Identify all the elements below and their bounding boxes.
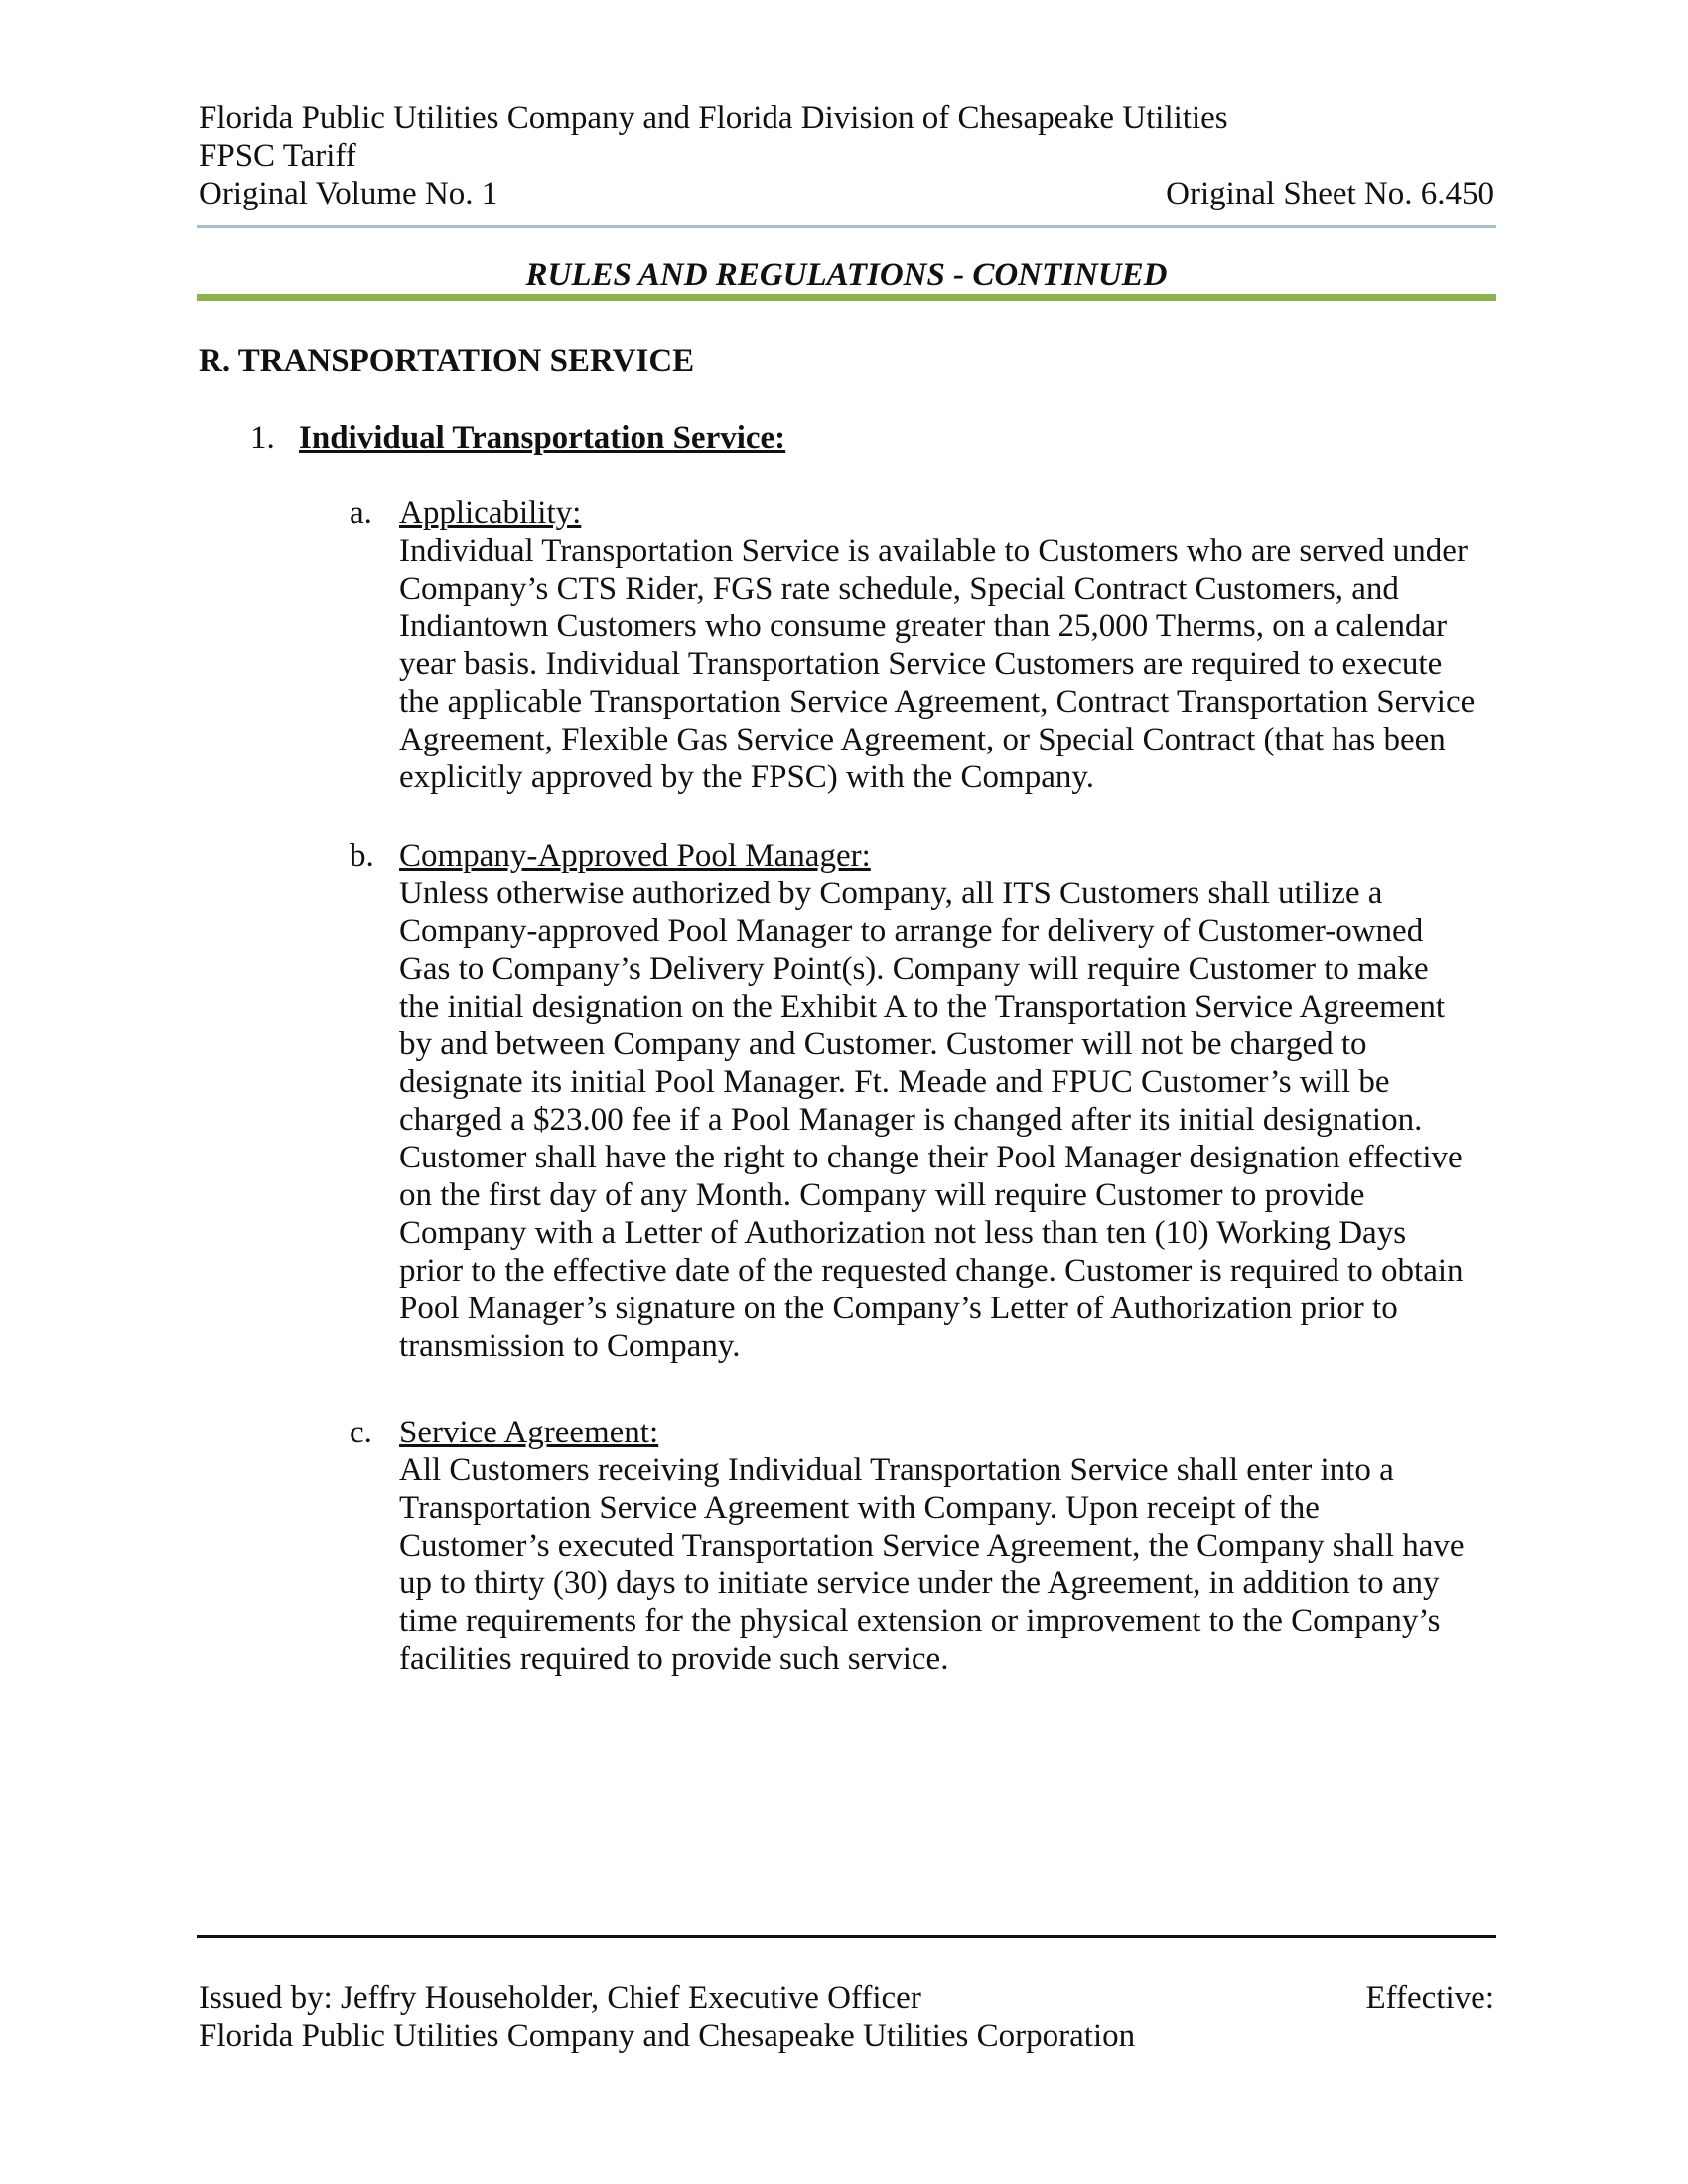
- item-line: charged a $23.00 fee if a Pool Manager is changed after its initial designation.: [399, 1102, 1423, 1138]
- section-heading: R. TRANSPORTATION SERVICE: [199, 343, 695, 379]
- item-line: year basis. Individual Transportation Service Customers are required to execute: [399, 646, 1443, 682]
- header-sheet-number: Original Sheet No. 6.450: [1166, 176, 1494, 211]
- item-line: designate its initial Pool Manager. Ft. Meade and FPUC Customer’s will be: [399, 1064, 1390, 1100]
- subsection-title: Individual Transportation Service:: [299, 420, 786, 456]
- item-line: Unless otherwise authorized by Company, all ITS Customers shall utilize a: [399, 876, 1383, 911]
- footer-divider: [197, 1935, 1496, 1938]
- footer-issued-row: [199, 1979, 1494, 2017]
- header-volume-row: [199, 175, 1494, 212]
- item-line: the initial designation on the Exhibit A to the Transportation Service Agreement: [399, 989, 1446, 1024]
- footer-company: Florida Public Utilities Company and Chesapeake Utilities Corporation: [199, 2018, 1136, 2054]
- item-line: Company’s CTS Rider, FGS rate schedule, Special Contract Customers, and: [399, 571, 1399, 607]
- item-line: Transportation Service Agreement with Company. Upon receipt of the: [399, 1490, 1320, 1526]
- item-body: [399, 837, 1501, 1365]
- item-letter: c.: [350, 1415, 372, 1450]
- item-line: Pool Manager’s signature on the Company’s Letter of Authorization prior to: [399, 1291, 1398, 1326]
- section-title: RULES AND REGULATIONS - CONTINUED: [525, 257, 1168, 293]
- item-line: Customer shall have the right to change their Pool Manager designation effective: [399, 1140, 1463, 1175]
- item-letter: a.: [350, 495, 372, 531]
- item-title: Company-Approved Pool Manager:: [399, 838, 871, 874]
- item-line: transmission to Company.: [399, 1328, 741, 1364]
- item-line: Indiantown Customers who consume greater than 25,000 Therms, on a calendar: [399, 609, 1448, 644]
- item-line: prior to the effective date of the requested change. Customer is required to obtain: [399, 1253, 1464, 1289]
- item-line: Agreement, Flexible Gas Service Agreement, or Special Contract (that has been: [399, 722, 1446, 757]
- item-letter: b.: [350, 838, 374, 874]
- item-line: Gas to Company’s Delivery Point(s). Company will require Customer to make: [399, 951, 1429, 987]
- item-line: Company-approved Pool Manager to arrange for delivery of Customer-owned: [399, 913, 1424, 949]
- subsection-number: 1.: [250, 420, 275, 456]
- item-line: Individual Transportation Service is available to Customers who are served under: [399, 533, 1468, 569]
- item-line: facilities required to provide such service.: [399, 1641, 949, 1677]
- header-divider: [197, 225, 1496, 228]
- item-line: Company with a Letter of Authorization not less than ten (10) Working Days: [399, 1215, 1407, 1251]
- item-line: Customer’s executed Transportation Service Agreement, the Company shall have: [399, 1528, 1465, 1564]
- header-company: Florida Public Utilities Company and Florida Division of Chesapeake Utilities: [199, 100, 1228, 136]
- item-line: the applicable Transportation Service Agreement, Contract Transportation Service: [399, 684, 1476, 720]
- item-line: up to thirty (30) days to initiate service under the Agreement, in addition to any: [399, 1566, 1440, 1601]
- footer-issued-by: Issued by: Jeffry Householder, Chief Executive Officer: [199, 1980, 921, 2016]
- item-body: [399, 1414, 1501, 1678]
- item-title: Service Agreement:: [399, 1415, 659, 1450]
- item-line: explicitly approved by the FPSC) with the Company.: [399, 759, 1094, 795]
- section-divider: [197, 294, 1496, 301]
- item-body: [399, 494, 1501, 796]
- footer-effective: Effective:: [1365, 1980, 1494, 2016]
- item-line: All Customers receiving Individual Transportation Service shall enter into a: [399, 1452, 1394, 1488]
- page-footer: [199, 1979, 1494, 2055]
- page-header: [199, 99, 1494, 212]
- item-line: by and between Company and Customer. Customer will not be charged to: [399, 1026, 1367, 1062]
- item-title: Applicability:: [399, 495, 582, 531]
- item-line: time requirements for the physical extension or improvement to the Company’s: [399, 1603, 1441, 1639]
- header-tariff: FPSC Tariff: [199, 138, 356, 174]
- item-line: on the first day of any Month. Company will require Customer to provide: [399, 1177, 1365, 1213]
- header-volume: Original Volume No. 1: [199, 176, 498, 211]
